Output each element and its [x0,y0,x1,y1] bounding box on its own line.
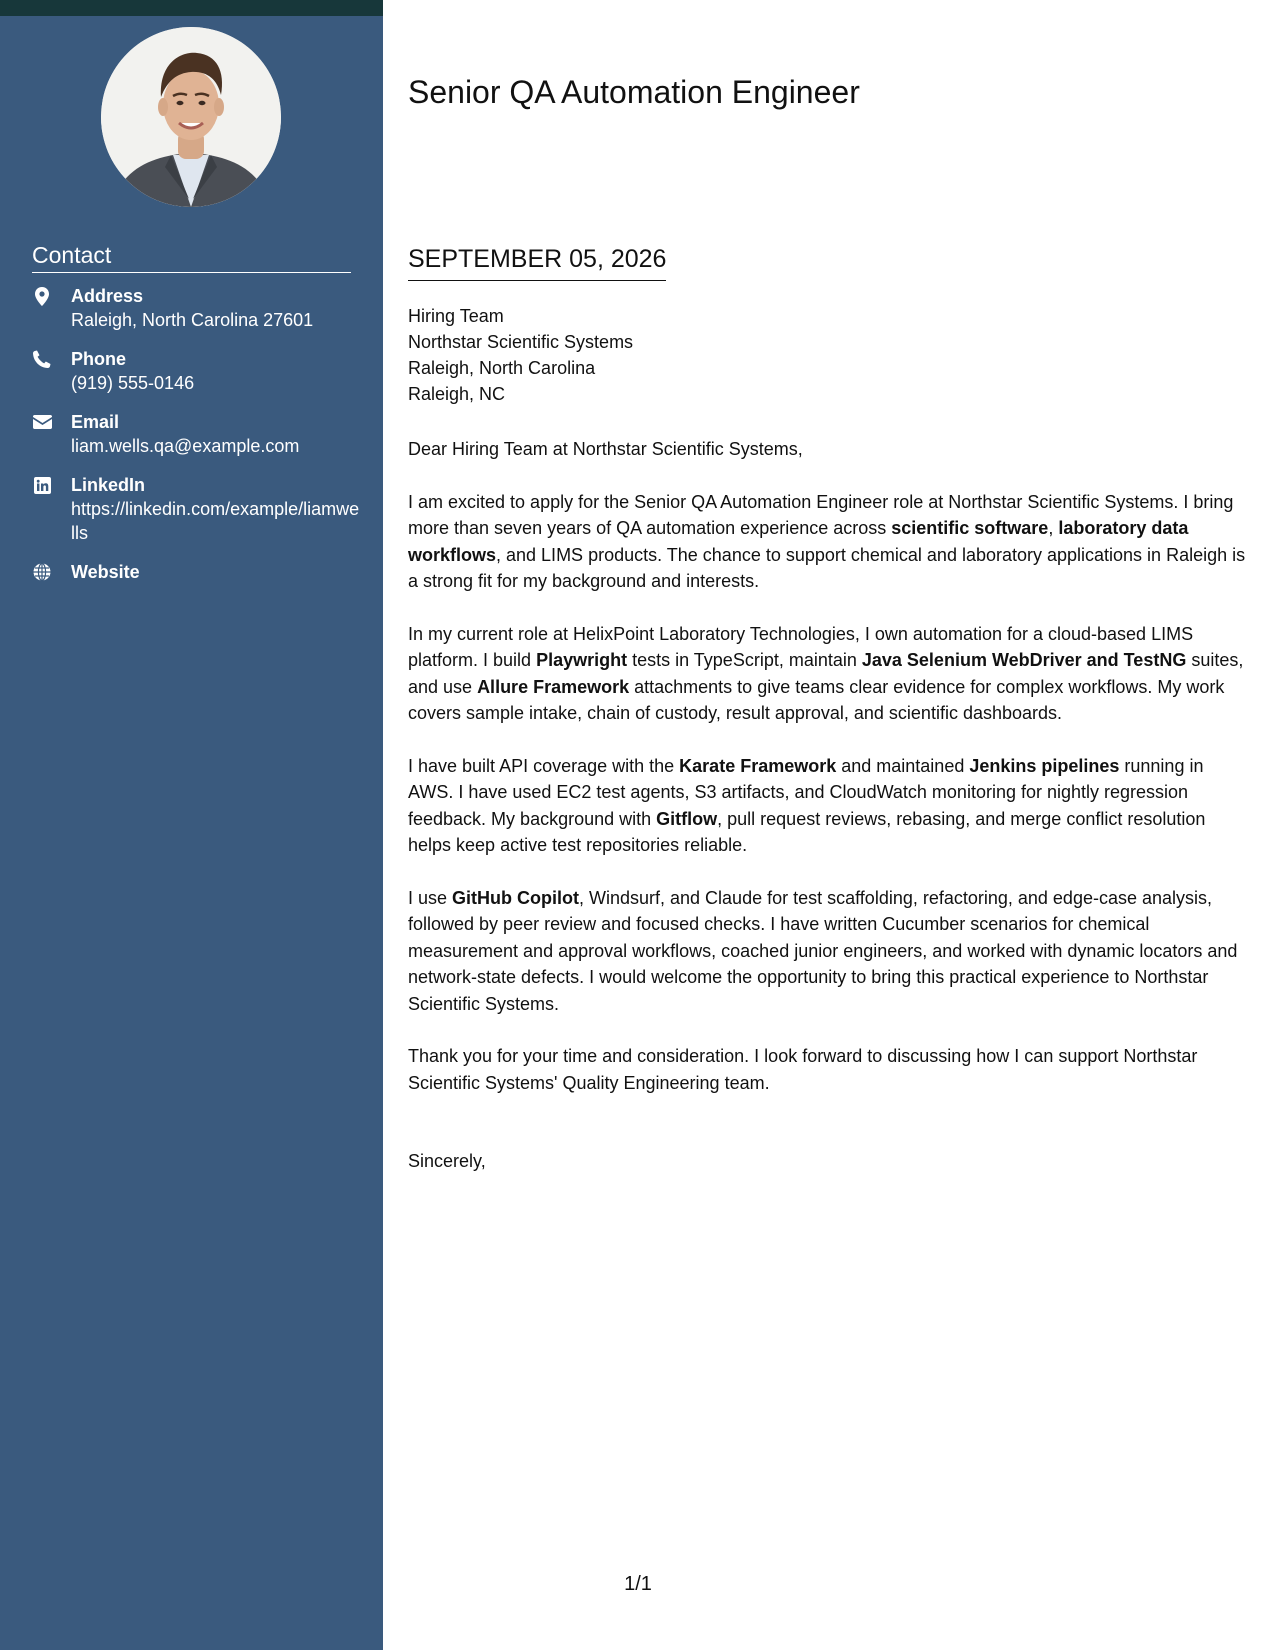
linkedin-label: LinkedIn [71,475,146,495]
recipient-line-3: Raleigh, North Carolina [408,358,596,378]
contact-list [32,284,362,599]
map-pin-icon [32,286,52,306]
paragraph-1-bold-2: laboratory data workflows [408,518,1189,565]
paragraph-4-bold-1: GitHub Copilot [452,887,579,908]
phone-label: Phone [71,349,127,369]
paragraph-3-bold-2: Jenkins pipelines [969,755,1120,776]
paragraph-3 [408,753,1248,859]
email-label: Email [71,412,120,432]
paragraph-5: Thank you for your time and consideration. I look forward to discussing how I can support Northstar Scientific Systems' Quality Engineering team. [408,1046,1198,1093]
recipient-line-4: Raleigh, NC [408,384,506,404]
avatar [101,27,281,207]
paragraph-2-bold-1: Playwright [536,650,628,670]
contact-item-website [32,560,362,584]
paragraph-2-text-1: In my current role at HelixPoint Laboratory Technologies, I own automation for a cloud-based LIMS platform. I build [408,623,1194,670]
linkedin-value[interactable]: https://linkedin.com/example/liamwells [71,499,360,543]
address-label: Address [71,286,144,306]
email-value[interactable]: liam.wells.qa@example.com [71,436,300,456]
paragraph-4-text-2: , Windsurf, and Claude for test scaffolding, refactoring, and edge-case analysis, followed by peer review and focused checks. I have written Cucumber scenarios for chemical measurement and approval workflows, coached junior engineers, and worked with dynamic locators and network-state defects. I would welcome the opportunity to bring this practical experience to Northstar Scientific Systems. [408,887,1238,1014]
paragraph-4 [408,885,1248,1018]
contact-item-linkedin [32,473,362,545]
envelope-icon [32,412,52,432]
contact-heading: Contact [32,240,351,273]
contact-item-address [32,284,362,332]
recipient-line-1: Hiring Team [408,306,504,326]
paragraph-4-text-1: I use [408,887,453,908]
paragraph-1 [408,489,1248,595]
paragraph-2-text-3: suites, and use [408,650,1244,697]
paragraph-3-text-1: I have built API coverage with the [408,755,680,776]
paragraph-3-text-4: , pull request reviews, rebasing, and merge conflict resolution helps keep active test repositories reliable. [408,808,1206,855]
paragraph-2-bold-2: Java Selenium WebDriver and TestNG [861,650,1187,670]
avatar-photo [101,27,281,207]
paragraph-1-text-1: I am excited to apply for the Senior QA Automation Engineer role at Northstar Scientific Systems. I bring more than seven years of QA automation experience across [408,491,1234,538]
paragraph-3-text-3: running in AWS. I have used EC2 test agents, S3 artifacts, and CloudWatch monitoring for nightly regression feedback. My background with [408,755,1204,829]
recipient-block [408,303,1248,407]
paragraph-2-text-4: attachments to give teams clear evidence for complex workflows. My work covers sample intake, chain of custody, result approval, and scientific dashboards. [408,676,1225,723]
letter-body [408,436,1248,1201]
paragraph-2-bold-3: Allure Framework [477,676,630,697]
phone-value[interactable]: (919) 555-0146 [71,373,195,393]
salutation: Dear Hiring Team at Northstar Scientific Systems, [408,439,803,459]
website-label[interactable]: Website [71,562,140,582]
closing: Sincerely, [408,1151,486,1171]
phone-icon [32,349,52,369]
contact-item-phone [32,347,362,395]
sidebar [0,0,383,1650]
letter-date: SEPTEMBER 05, 2026 [408,242,666,281]
linkedin-icon [32,475,52,495]
paragraph-3-text-2: and maintained [836,755,970,776]
address-value: Raleigh, North Carolina 27601 [71,310,314,330]
page-number: 1/1 [624,1573,652,1595]
recipient-line-2: Northstar Scientific Systems [408,332,634,352]
paragraph-1-bold-1: scientific software [891,518,1049,538]
paragraph-1-text-2: , [1048,518,1059,538]
paragraph-3-bold-3: Gitflow [656,808,718,829]
job-title: Senior QA Automation Engineer [408,74,860,110]
paragraph-2-text-2: tests in TypeScript, maintain [627,650,862,670]
paragraph-1-text-3: , and LIMS products. The chance to support chemical and laboratory applications in Raleigh is a strong fit for my background and interests. [408,544,1246,591]
contact-item-email [32,410,362,458]
sidebar-top-bar [0,0,383,16]
paragraph-2 [408,621,1248,727]
globe-icon [32,562,52,582]
paragraph-3-bold-1: Karate Framework [679,755,837,776]
